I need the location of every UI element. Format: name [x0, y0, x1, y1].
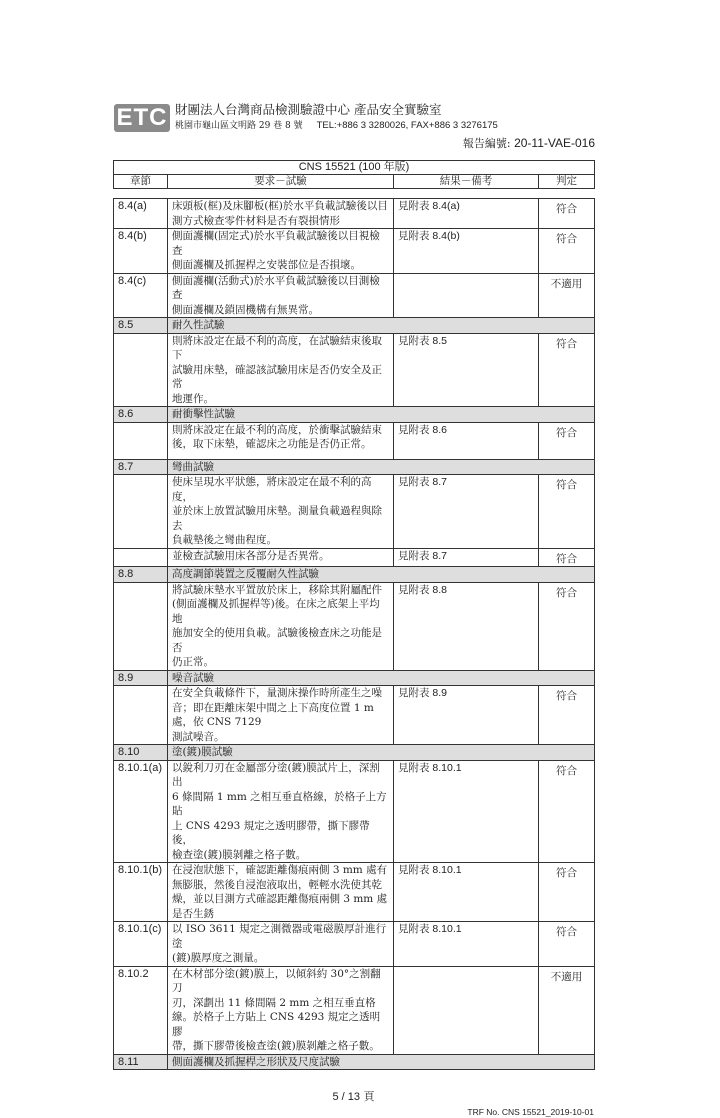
verdict-text: 符合 [539, 582, 595, 670]
table-row [114, 548, 595, 567]
section-number [114, 686, 168, 745]
page-suffix: 頁 [363, 1091, 375, 1103]
table-row [114, 475, 595, 549]
result-text: 見附表 8.5 [394, 333, 539, 407]
section-title: 耐久性試驗 [168, 318, 595, 334]
verdict-text: 符合 [539, 760, 595, 863]
section-title: 側面護欄及抓握桿之形狀及尺度試驗 [168, 1054, 595, 1070]
requirement-text: 則將床設定在最不利的高度，在試驗結束後取下 試驗用床墊，確認該試驗用床是否仍安全及正常 地運作。 [168, 333, 394, 407]
table-row [114, 686, 595, 745]
verdict-text: 符合 [539, 475, 595, 549]
section-number: 8.10.1(b) [114, 863, 168, 922]
result-text: 見附表 8.9 [394, 686, 539, 745]
verdict-text: 符合 [539, 863, 595, 922]
section-heading-row [114, 318, 595, 334]
section-title: 高度調節裝置之反覆耐久性試驗 [168, 567, 595, 583]
result-text: 見附表 8.7 [394, 548, 539, 567]
result-text [394, 966, 539, 1054]
section-number [114, 333, 168, 407]
table-row [114, 199, 595, 229]
section-number: 8.10 [114, 745, 168, 761]
report-number [463, 136, 595, 151]
organization-name: 財團法人台灣商品檢測驗證中心 產品安全實驗室 [175, 102, 442, 117]
address-line [175, 120, 498, 132]
report-number-label: 報告編號: [462, 137, 511, 150]
section-number: 8.10.1(a) [114, 760, 168, 863]
column-header-result: 結果－備考 [394, 175, 539, 189]
result-text: 見附表 8.4(a) [394, 199, 539, 229]
table-row [114, 863, 595, 922]
requirement-text: 將試驗床墊水平置放於床上，移除其附屬配件 (側面護欄及抓握桿等)後。在床之底架上平均地 施加安全的使用負載。試驗後檢查床之功能是否 仍正常。 [168, 582, 394, 670]
column-header-requirement: 要求－試驗 [168, 175, 394, 189]
report-body [113, 160, 594, 1118]
page-number [113, 1090, 594, 1104]
requirement-text: 則將床設定在最不利的高度，於衝擊試驗結束 後，取下床墊，確認床之功能是否仍正常。 [168, 422, 394, 459]
section-heading-row [114, 1054, 595, 1070]
verdict-text: 符合 [539, 686, 595, 745]
result-text: 見附表 8.10.1 [394, 760, 539, 863]
section-number: 8.10.1(c) [114, 922, 168, 967]
requirement-text: 在安全負載條件下，量測床操作時所產生之噪 音；即在距離床架中間之上下高度位置 1 m 處，依 CNS 7129 測試噪音。 [168, 686, 394, 745]
requirement-text: 以 ISO 3611 規定之測微器或電磁膜厚計進行塗 (鍍)膜厚度之測量。 [168, 922, 394, 967]
section-number [114, 475, 168, 549]
table-row [114, 229, 595, 274]
result-text: 見附表 8.7 [394, 475, 539, 549]
trf-number: TRF No. CNS 15521_2019-10-01 [467, 1107, 594, 1117]
section-heading-row [114, 745, 595, 761]
result-text [394, 273, 539, 318]
table-row [114, 273, 595, 318]
result-text: 見附表 8.10.1 [394, 922, 539, 967]
contact-info: TEL:+886 3 3280026, FAX+886 3 3276175 [316, 120, 498, 131]
section-number: 8.10.2 [114, 966, 168, 1054]
result-text: 見附表 8.8 [394, 582, 539, 670]
section-number: 8.5 [114, 318, 168, 334]
result-text: 見附表 8.6 [394, 422, 539, 459]
section-title: 耐衝擊性試驗 [168, 407, 595, 423]
section-title: 塗(鍍)膜試驗 [168, 745, 595, 761]
verdict-text: 符合 [539, 199, 595, 229]
section-number [114, 422, 168, 459]
section-number [114, 582, 168, 670]
verdict-text: 符合 [539, 548, 595, 567]
requirements-table [113, 198, 595, 1070]
section-number: 8.9 [114, 670, 168, 686]
page-count: 5 / 13 [332, 1091, 361, 1103]
verdict-text: 不適用 [539, 273, 595, 318]
result-text: 見附表 8.4(b) [394, 229, 539, 274]
verdict-text: 符合 [539, 922, 595, 967]
table-row [114, 333, 595, 407]
section-number: 8.8 [114, 567, 168, 583]
table-row [114, 760, 595, 863]
section-heading-row [114, 567, 595, 583]
requirement-text: 使床呈現水平狀態，將床設定在最不利的高度， 並於床上放置試驗用床墊。測量負載過程與除去 負載墊後之彎曲程度。 [168, 475, 394, 549]
requirement-text: 以銳利刀刃在金屬部分塗(鍍)膜試片上，深割出 6 條間隔 1 mm 之相互垂直格線，於格子上方貼 上 CNS 4293 規定之透明膠帶，撕下膠帶後， 檢查塗(鍍)膜剝離之格子數。 [168, 760, 394, 863]
column-header-verdict: 判定 [539, 175, 595, 189]
requirement-text: 並檢查試驗用床各部分是否異常。 [168, 548, 394, 567]
section-number: 8.4(a) [114, 199, 168, 229]
standard-title: CNS 15521 (100 年版) [114, 161, 595, 175]
table-row [114, 422, 595, 459]
requirement-text: 在木材部分塗(鍍)膜上，以傾斜約 30°之割翻刀 刃，深劃出 11 條間隔 2 mm 之相互垂直格 線。於格子上方貼上 CNS 4293 規定之透明膠 帶，撕下膠帶後檢查塗(鍍)膜剝離之格子數。 [168, 966, 394, 1054]
table-row [114, 966, 595, 1054]
verdict-text: 符合 [539, 422, 595, 459]
verdict-text: 不適用 [539, 966, 595, 1054]
column-header-section: 章節 [114, 175, 168, 189]
section-title: 彎曲試驗 [168, 459, 595, 475]
etc-logo: ETC [114, 104, 170, 132]
requirement-text: 床頭板(框)及床腳板(框)於水平負載試驗後以目 測方式檢查零件材料是否有裂損情形 [168, 199, 394, 229]
section-number: 8.4(b) [114, 229, 168, 274]
section-number [114, 548, 168, 567]
table-header [113, 160, 595, 189]
requirement-text: 在浸泡狀態下，確認距離傷痕兩側 3 mm 處有 無膨脹，然後自浸泡液取出，輕輕水洗使其乾 燥，並以目測方式確認距離傷痕兩側 3 mm 處 是否生銹 [168, 863, 394, 922]
section-number: 8.6 [114, 407, 168, 423]
verdict-text: 符合 [539, 333, 595, 407]
address: 桃園市龜山區文明路 29 巷 8 號 [175, 121, 303, 131]
section-number: 8.7 [114, 459, 168, 475]
verdict-text: 符合 [539, 229, 595, 274]
section-heading-row [114, 459, 595, 475]
section-heading-row [114, 407, 595, 423]
requirement-text: 側面護欄(活動式)於水平負載試驗後以目測檢查 側面護欄及鎖固機構有無異常。 [168, 273, 394, 318]
section-number: 8.4(c) [114, 273, 168, 318]
requirement-text: 側面護欄(固定式)於水平負載試驗後以目視檢查 側面護欄及抓握桿之安裝部位是否損壞。 [168, 229, 394, 274]
report-number-value: 20-11-VAE-016 [514, 136, 595, 150]
section-title: 噪音試驗 [168, 670, 595, 686]
table-row [114, 922, 595, 967]
table-row [114, 582, 595, 670]
section-number: 8.11 [114, 1054, 168, 1070]
section-heading-row [114, 670, 595, 686]
result-text: 見附表 8.10.1 [394, 863, 539, 922]
